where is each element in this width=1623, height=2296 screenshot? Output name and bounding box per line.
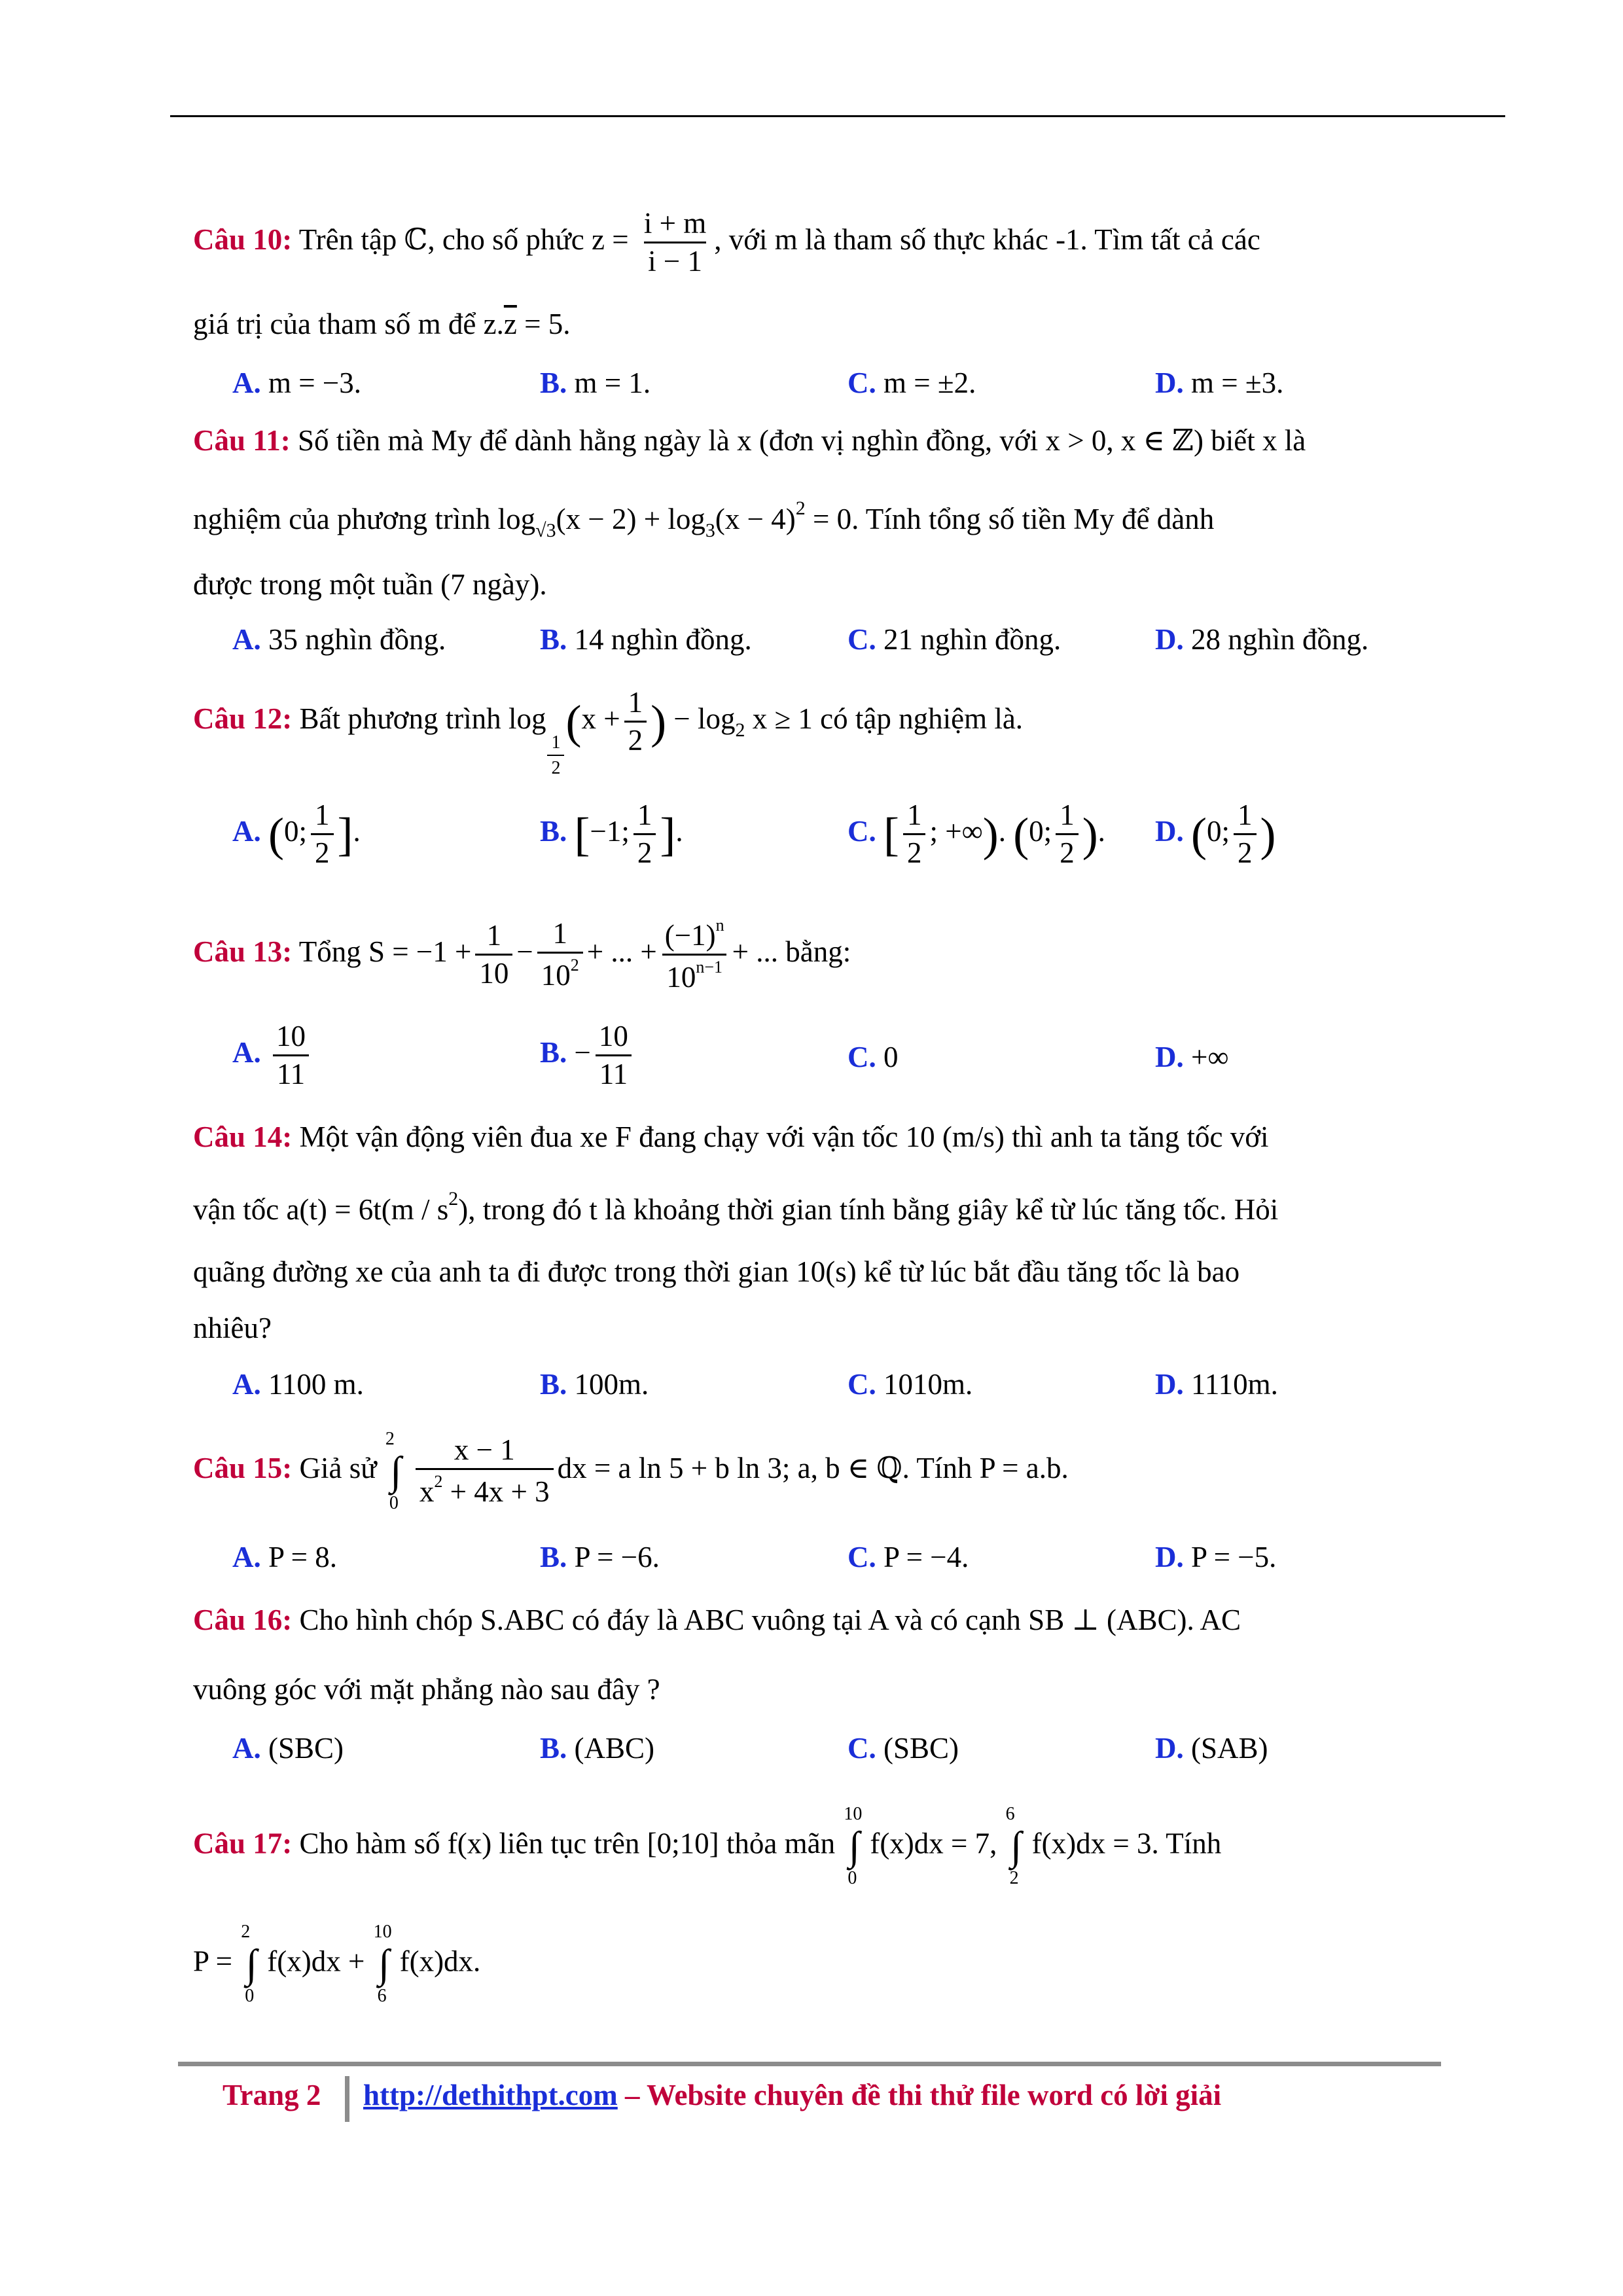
question-11-line-2: nghiệm của phương trình $\log_{√3}(x - 2) + \log_3(x - 4)^2 = 0$. Tính tổng số tiền My để dành: [193, 497, 1215, 541]
question-14-line-2: vận tốc $a(t) = 6t(m / s^2)$, trong đó t là khoảng thời gian tính bằng giây kể từ lúc tăng tốc. Hỏi: [193, 1188, 1279, 1226]
question-13-option-b[interactable]: B. − $\frac{10}{11}$: [540, 1021, 636, 1090]
question-16-option-a[interactable]: A. (SBC): [232, 1732, 344, 1765]
question-14-option-a[interactable]: A. 1100 m.: [232, 1368, 364, 1401]
question-14-label: Câu 14:: [193, 1121, 293, 1153]
question-10-line-1: Câu 10: Trên tập ℂ, cho số phức z = $\frac{i + m}{i - 1}$ , với m là tham số thực khác -1. Tìm tất cả các: [193, 207, 1260, 278]
question-13-label: Câu 13:: [193, 935, 293, 969]
question-15-option-a[interactable]: A. P = 8.: [232, 1541, 337, 1573]
question-12-option-b[interactable]: B. [−1; $\frac{1}{2}$ ].: [540, 798, 683, 870]
question-11-option-d[interactable]: D. 28 nghìn đồng.: [1155, 623, 1369, 656]
integral-sign: 6 ∫ 2: [1005, 1804, 1022, 1888]
question-14-option-d[interactable]: D. 1110m.: [1155, 1368, 1278, 1401]
footer-rule: [178, 2062, 1441, 2066]
question-14-option-b[interactable]: B. 100m.: [540, 1368, 649, 1401]
question-11-option-c[interactable]: C. 21 nghìn đồng.: [847, 623, 1061, 656]
integral-sign: 2 ∫ 0: [385, 1428, 402, 1513]
question-11-line-1: Câu 11: Số tiền mà My để dành hằng ngày là x (đơn vị nghìn đồng, với x > 0, x ∈ ℤ) biết x là: [193, 424, 1306, 457]
question-13-option-a[interactable]: A. $\frac{10}{11}$: [232, 1021, 313, 1090]
question-11-line-3: được trong một tuần (7 ngày).: [193, 568, 547, 601]
question-11-option-b[interactable]: B. 14 nghìn đồng.: [540, 623, 752, 656]
question-10-option-c[interactable]: C. m = ±2.: [847, 367, 976, 399]
question-10-option-d[interactable]: D. m = ±3.: [1155, 367, 1284, 399]
question-10-option-b[interactable]: B. m = 1.: [540, 367, 651, 399]
question-15-line-1: Câu 15: Giả sử 2 ∫ 0 $\frac{x - 1}{x^2 + 4x + 3}$ dx = a ln 5 + b ln 3; a, b ∈ ℚ. Tính P = a.b.: [193, 1428, 1069, 1513]
question-11-label: Câu 11:: [193, 424, 291, 457]
integral-sign: 10 ∫ 0: [844, 1804, 863, 1888]
question-17-label: Câu 17:: [193, 1827, 293, 1860]
integral-sign: 2 ∫ 0: [241, 1922, 257, 2006]
page-number: Trang 2: [223, 2079, 321, 2111]
question-16-line-2: vuông góc với mặt phẳng nào sau đây ?: [193, 1673, 660, 1706]
question-16-option-c[interactable]: C. (SBC): [847, 1732, 959, 1765]
question-15-label: Câu 15:: [193, 1452, 293, 1485]
question-14-line-3: quãng đường xe của anh ta đi được trong thời gian 10(s) kể từ lúc bắt đầu tăng tốc là bao: [193, 1255, 1240, 1288]
question-11-option-a[interactable]: A. 35 nghìn đồng.: [232, 623, 446, 656]
question-16-option-b[interactable]: B. (ABC): [540, 1732, 655, 1765]
website-link[interactable]: http://dethithpt.com: [363, 2079, 618, 2111]
question-13-option-c[interactable]: C. 0: [847, 1041, 899, 1073]
fraction: $\frac{i + m}{i - 1}$: [643, 207, 707, 278]
question-12-option-a[interactable]: A. (0; $\frac{1}{2}$ ].: [232, 798, 361, 870]
question-14-option-c[interactable]: C. 1010m.: [847, 1368, 973, 1401]
header-rule: [170, 115, 1505, 117]
question-16-line-1: Câu 16: Cho hình chóp S.ABC có đáy là ABC vuông tại A và có cạnh SB ⊥ (ABC). AC: [193, 1604, 1241, 1636]
question-12-label: Câu 12:: [193, 702, 293, 736]
footer-separator: [345, 2076, 349, 2122]
question-12-option-d[interactable]: D. (0; $\frac{1}{2}$ ): [1155, 798, 1276, 870]
question-15-option-d[interactable]: D. P = −5.: [1155, 1541, 1277, 1573]
question-10-line-2: giá trị của tham số m để $z.\overline{z} = 5$.: [193, 308, 571, 340]
question-14-line-4: nhiêu?: [193, 1312, 272, 1344]
integral-sign: 10 ∫ 6: [373, 1922, 392, 2006]
question-13-option-d[interactable]: D. +∞: [1155, 1041, 1229, 1073]
question-15-option-b[interactable]: B. P = −6.: [540, 1541, 660, 1573]
question-12-option-c[interactable]: C. [ $\frac{1}{2}$ ; +∞). (0; $\frac{1}{2}$ ).: [847, 798, 1105, 870]
question-16-option-d[interactable]: D. (SAB): [1155, 1732, 1268, 1765]
question-10-label: Câu 10:: [193, 223, 293, 257]
question-12-line-1: Câu 12: Bất phương trình log $\frac{1}{2}$ (x + $\frac{1}{2}$ ) − $\log_2 x \ge 1$ có tập nghiệm là.: [193, 686, 1024, 779]
question-13-line-1: Câu 13: Tổng S = −1 + $\frac{1}{10}$ − $\frac{1}{10^2}$ + ... + $\frac{(-1)^n}{10^{n-1}}$ + ... bằng:: [193, 916, 851, 994]
footer-text: http://dethithpt.com – Website chuyên đề thi thử file word có lời giải: [363, 2079, 1222, 2111]
question-17-line-1: Câu 17: Cho hàm số f(x) liên tục trên [0;10] thỏa mãn 10 ∫ 0 f(x)dx = 7, 6 ∫ 2 f(x)dx = 3. Tính: [193, 1804, 1222, 1888]
question-10-option-a[interactable]: A. m = −3.: [232, 367, 362, 399]
question-15-option-c[interactable]: C. P = −4.: [847, 1541, 969, 1573]
question-17-line-2: P = 2 ∫ 0 f(x)dx + 10 ∫ 6 f(x)dx.: [193, 1922, 481, 2006]
question-16-label: Câu 16:: [193, 1604, 293, 1636]
question-14-line-1: Câu 14: Một vận động viên đua xe F đang chạy với vận tốc 10 (m/s) thì anh ta tăng tốc với: [193, 1121, 1269, 1153]
